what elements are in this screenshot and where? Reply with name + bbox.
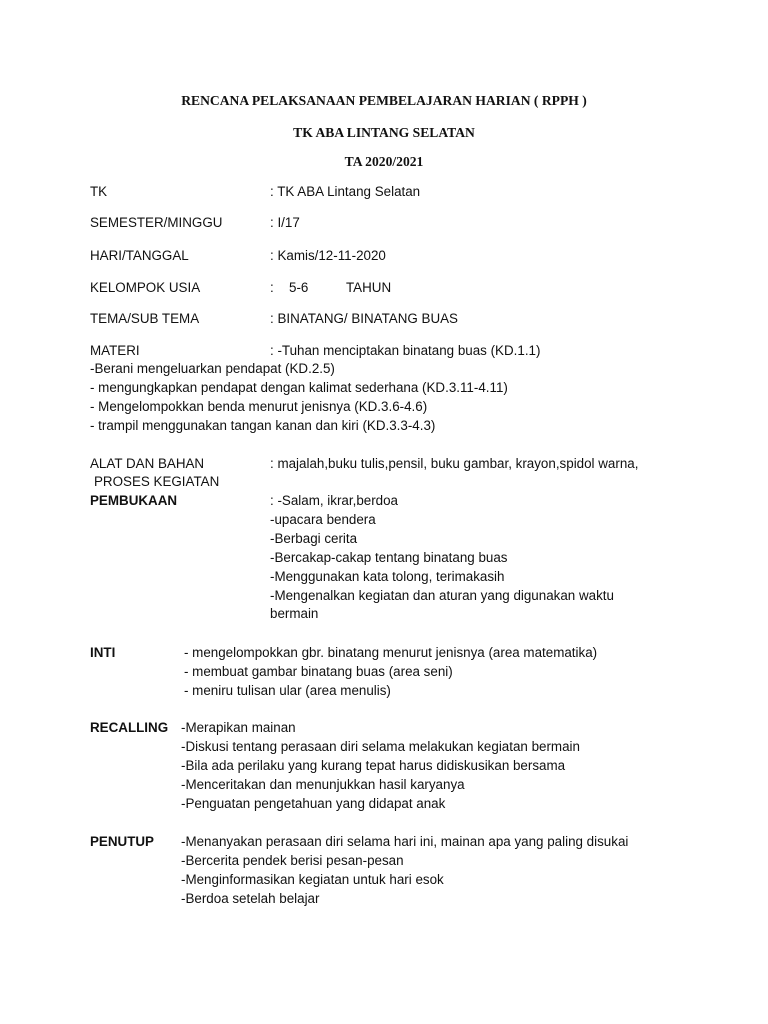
pembukaan-item: -Berbagi cerita <box>270 531 358 546</box>
proses-label: PROSES KEGIATAN <box>94 474 220 489</box>
hari-value: : Kamis/12-11-2020 <box>270 248 386 263</box>
hari-label: HARI/TANGGAL <box>90 248 189 263</box>
recalling-item: -Diskusi tentang perasaan diri selama melakukan kegiatan bermain <box>181 739 580 754</box>
document-title: RENCANA PELAKSANAAN PEMBELAJARAN HARIAN ( RPPH ) <box>181 93 587 108</box>
materi-item: -Berani mengeluarkan pendapat (KD.2.5) <box>90 361 335 376</box>
semester-label: SEMESTER/MINGGU <box>90 215 223 230</box>
alat-label: ALAT DAN BAHAN <box>90 456 205 471</box>
recalling-item: -Penguatan pengetahuan yang didapat anak <box>181 796 446 811</box>
materi-label: MATERI <box>90 343 140 358</box>
kelompok-label: KELOMPOK USIA <box>90 280 201 295</box>
tema-label: TEMA/SUB TEMA <box>90 311 200 326</box>
pembukaan-item: -upacara bendera <box>270 512 376 527</box>
tk-value: : TK ABA Lintang Selatan <box>270 184 421 199</box>
penutup-item: -Menanyakan perasaan diri selama hari ini, mainan apa yang paling disukai <box>181 834 629 849</box>
recalling-item: -Menceritakan dan menunjukkan hasil karyanya <box>181 777 465 792</box>
school-name: TK ABA LINTANG SELATAN <box>293 125 475 140</box>
penutup-item: -Bercerita pendek berisi pesan-pesan <box>181 853 404 868</box>
semester-value: : I/17 <box>270 215 300 230</box>
recalling-item: -Merapikan mainan <box>181 720 296 735</box>
materi-item: - trampil menggunakan tangan kanan dan kiri (KD.3.3-4.3) <box>90 418 436 433</box>
pembukaan-first-item: : -Salam, ikrar,berdoa <box>270 493 399 508</box>
penutup-label: PENUTUP <box>90 834 154 849</box>
pembukaan-label: PEMBUKAAN <box>90 493 178 508</box>
tema-value: : BINATANG/ BINATANG BUAS <box>270 311 458 326</box>
academic-year: TA 2020/2021 <box>344 154 424 169</box>
penutup-item: -Menginformasikan kegiatan untuk hari esok <box>181 872 444 887</box>
inti-item: - meniru tulisan ular (area menulis) <box>184 683 391 698</box>
recalling-label: RECALLING <box>90 720 169 735</box>
recalling-item: -Bila ada perilaku yang kurang tepat harus didiskusikan bersama <box>181 758 566 773</box>
tk-label: TK <box>90 184 108 199</box>
kelompok-colon: : <box>270 280 274 295</box>
kelompok-age: 5-6 <box>289 280 309 295</box>
materi-first-item: : -Tuhan menciptakan binatang buas (KD.1.1) <box>270 343 541 358</box>
penutup-item: -Berdoa setelah belajar <box>181 891 320 906</box>
materi-item: - Mengelompokkan benda menurut jenisnya (KD.3.6-4.6) <box>90 399 428 414</box>
inti-item: - membuat gambar binatang buas (area seni) <box>184 664 453 679</box>
inti-item: - mengelompokkan gbr. binatang menurut jenisnya (area matematika) <box>184 645 598 660</box>
pembukaan-item: bermain <box>270 606 319 621</box>
inti-label: INTI <box>90 645 116 660</box>
materi-item: - mengungkapkan pendapat dengan kalimat sederhana (KD.3.11-4.11) <box>90 380 508 395</box>
kelompok-unit: TAHUN <box>346 280 392 295</box>
alat-value: : majalah,buku tulis,pensil, buku gambar, krayon,spidol warna, <box>270 456 639 471</box>
pembukaan-item: -Bercakap-cakap tentang binatang buas <box>270 550 508 565</box>
pembukaan-item: -Mengenalkan kegiatan dan aturan yang digunakan waktu <box>270 588 614 603</box>
pembukaan-item: -Menggunakan kata tolong, terimakasih <box>270 569 505 584</box>
